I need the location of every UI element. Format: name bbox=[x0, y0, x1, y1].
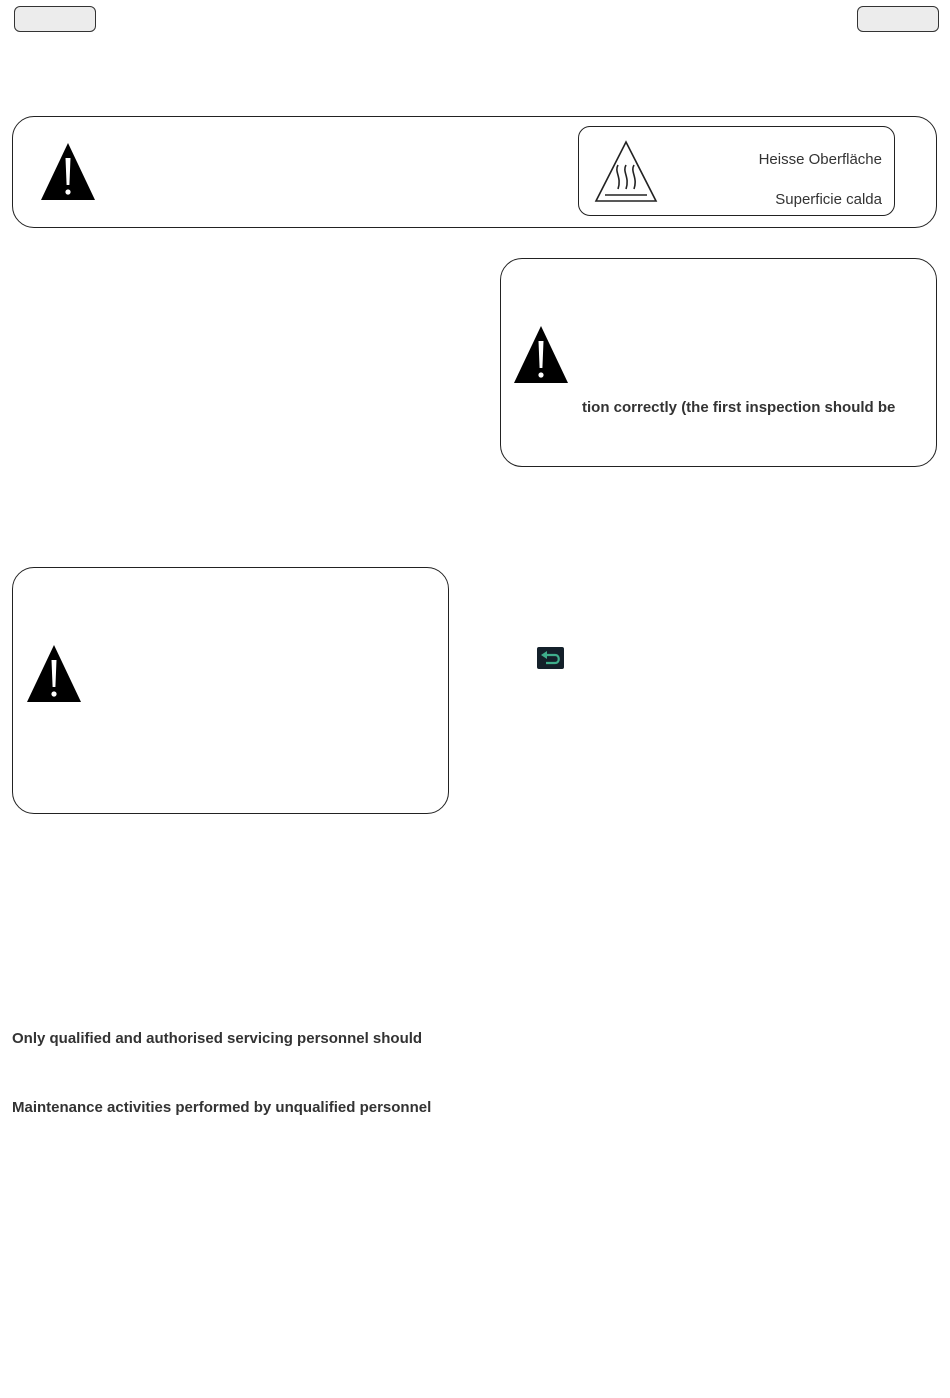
header-tab-right bbox=[857, 6, 939, 32]
hot-surface-sign bbox=[578, 126, 895, 216]
maintenance-line-2: Maintenance activities performed by unqualified personnel bbox=[12, 1099, 432, 1116]
return-arrow-icon[interactable] bbox=[537, 647, 564, 669]
warning-triangle-icon bbox=[26, 645, 82, 703]
left-warning-box bbox=[12, 567, 449, 814]
right-warning-box bbox=[500, 258, 937, 467]
hot-surface-label-it: Superficie calda bbox=[775, 191, 882, 208]
hot-surface-label-de: Heisse Oberfläche bbox=[758, 151, 882, 168]
hot-surface-icon bbox=[594, 139, 658, 203]
warning-triangle-icon bbox=[513, 326, 569, 384]
warning-triangle-icon bbox=[40, 143, 96, 201]
maintenance-line-1: Only qualified and authorised servicing personnel should bbox=[12, 1030, 423, 1047]
warning-text-fragment: tion correctly (the first inspection should be bbox=[582, 399, 896, 416]
header-tab-left bbox=[14, 6, 96, 32]
